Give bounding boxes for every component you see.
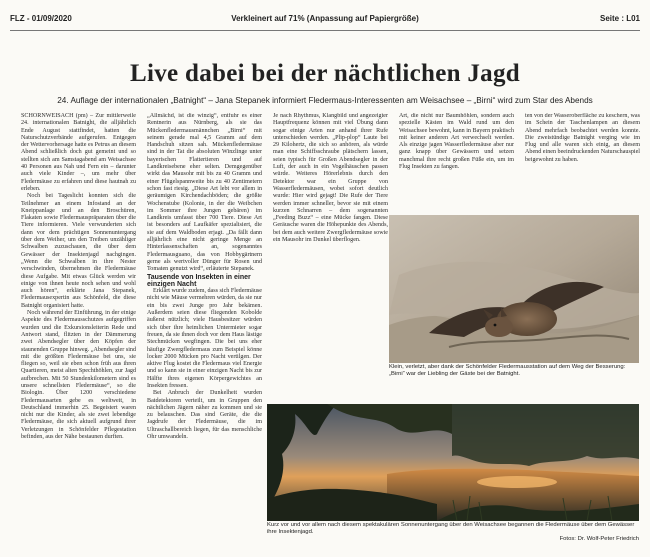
sunset-over-lake-image bbox=[267, 404, 639, 521]
article-column-4 bbox=[399, 113, 514, 208]
bat-on-glove-image bbox=[389, 215, 639, 363]
sunset-photo-caption bbox=[267, 522, 639, 543]
sunset-photo bbox=[267, 404, 639, 521]
article-column-2 bbox=[147, 113, 262, 553]
article-column-1 bbox=[21, 113, 136, 553]
article-column-5 bbox=[525, 113, 640, 208]
article-subheading: Tausende von Insekten in einer einzigen Nacht bbox=[147, 273, 251, 288]
paragraph: Noch während der Einführung, in der einige Aspekte des Fledermausschutzes aufgegriffen wurden und die Exkursionsleiterin Rede und Antwort stand, flitzten in der Dämmerung zwei Abendsegler über den Köpfen der staunenden Gruppe hinweg. „Abendsegler sind mit die größten Fledermäuse bei uns, sie fliegen so, weil sie eben schon früh aus ihren Quartieren, meist alten Spechthöhlen, zur Jagd aufbrechen. Mit 50 Stundenkilometern sind es unsere schnellsten Fledermäuse“, so die Biologin. Über 1200 verschiedene Fledermausarten gebe es weltweit, in Deutschland immerhin 25. Begeistert waren nicht nur die Kinder, als sie zwei lebendige Fledermäuse, die sich aktuell aufgrund ihrer Verletzungen in Schönfelder Pflegestation befinden, aus der Nähe bestaunen durften. bbox=[21, 310, 136, 441]
paragraph: „Allmächd, ist die winzig“, entfuhr es einer Rentnerin aus Nürnberg, als sie das Mückenfledermausmännchen „Birni“ mit seinem gerade mal 4,5 Gramm auf dem Handschuh sitzen sah. Mückenfledermäuse sind in der Tat die absoluten Winzlinge unter bayerischen Flattertieren und auf Landkreisebene eher selten. Demgegenüber wirkt das Mausohr mit bis zu 40 Gramm und einer Flügelspannweite bis zu 40 Zentimetern schon fast riesig. „Diese Art lebt vor allem in geräumigen Kirchendachböden; die größte Wochenstube (Kolonie, in der die Weibchen im Sommer ihre Jungen gebären) im Landkreis umfasst über 700 Tiere. Diese Art ist besonders auf Laufkäfer spezialisiert, die sie auf dem Waldboden erjagt. „Da fällt dann alljährlich eine nicht geringe Menge an Hinterlassenschaften an, sogenanntes Fledermausguano, das von Hobbygärtnern gerne als wertvoller Dünger für Rosen und Tomaten genutzt wird“, erläuterte Stepanek. bbox=[147, 113, 262, 273]
paragraph: Bei Anbruch der Dunkelheit wurden Batdetektoren verteilt, um in Gruppen den nächtlichen Jägern näher zu kommen und sie zu belauschen. Das sind Geräte, die die Jagdrufe der Fledermäuse, die im Ultraschallbereich liegen, für das menschliche Ohr umwandeln. bbox=[147, 390, 262, 441]
page-number: Seite : L01 bbox=[599, 14, 640, 23]
article-subtitle: 24. Auflage der internationalen „Batnight“ – Jana Stepanek informiert Fledermaus-Interessenten am Weisachsee – „Birni“ wird zum Star des Abends bbox=[57, 96, 593, 105]
bat-photo-caption: Klein, verletzt, aber dank der Schönfelder Fledermausstation auf dem Weg der Besserung: „Birni“ war der Liebling der Gäste bei der Batnight. bbox=[389, 364, 626, 377]
header-rule bbox=[10, 30, 640, 31]
paragraph: Erklärt wurde zudem, dass sich Fledermäuse nicht wie Mäuse vermehren würden, da sie nur ein bis zwei Junge pro Jahr bekämen. Außerdem seien diese fliegenden Kobolde äußerst nützlich; viele Hausbesitzer würden sich über ihre heimlichen Untermieter sogar freuen, da sie ihnen doch vor dem Haus lästige Stechmücken wegfingen. Die bei uns eher häufige Zwergfledermaus zum Beispiel könne locker 2000 Mücken pro Nacht vertilgen. Der aktive Flug kostet die Fledermaus viel Energie und so kann sie in einer einzigen Nacht bis zur Hälfte ihres eigenen Körpergewichtes an Insekten fressen. bbox=[147, 288, 262, 389]
article-column-3 bbox=[273, 113, 388, 350]
paragraph: Noch bei Tageslicht konnten sich die Teilnehmer an einem Infostand an der Kneippanlage und an den Broschüren, Flakaten sowie Fledermauspräparaten über die Tiere informieren. Viele verwunderten sich dann vor dem prächtigen Sonnenuntergang über dem Weiher, um den Treiben unzähliger Schwalben zuzuschauen, die über dem Gewässer der Insektenjagd nachgingen. „Wenn die Schwalben in ihre Nester verschwinden, übernehmen die Fledermäuse diese Aufgabe. Mit etwas Glück werden wir einige von ihnen heute noch sehen und wohl auch hören“, erklärte Jana Stepanek, Fledermausexpertin aus Schönfeld, die diese Batnight organisiert hatte. bbox=[21, 193, 136, 309]
issue-date: FLZ - 01/09/2020 bbox=[10, 14, 72, 23]
paragraph: Je nach Rhythmus, Klangbild und angezeigter Hauptfrequenz können mit viel Übung dann sogar einige Arten nur anhand ihrer Rufe unterschieden werden. „Plip-plop“ Laute bei 29 Kilohertz, die sich so anhören, als würde man eine Schiffsschraube plätschern lassen, seien typisch für Großen Abendsegler in der Luft, der auch in ein Vogelhäuschen passen würde. Weiteres Hörerlebnis durch den Detektor war ein Gruppe von Wasserfledermäusen, wobei sofort deutlich wurde: Hier wird gejagt! Die Rufe der Tiere werden immer schneller, bevor sie mit einem kurzen Schnarren – dem sogenannten „Feeding Buzz“ – eine Mücke fangen. Diese Geräusche waren die Höhepunkte des Abends, bei dem auch weitere Zwergfledermäuse sowie ein Mausohr im Dunkel überflogen. bbox=[273, 113, 388, 244]
paragraph: ten von der Wasseroberfläche zu keschern, was im Schein der Taschenlampen an diesem Abend mehrfach beobachtet werden konnte. Die zweistündige Batnight verging wie im Flug und alle waren sich einig, an diesem Abend einen beeindruckenden Naturschauspiel beigewohnt zu haben. bbox=[525, 113, 640, 163]
caption-text: Kurz vor und vor allem nach diesem spektakulären Sonnenuntergang über den Weisachsee begannen die Fledermäuse über dem Gewässer ihre Insektenjagd. bbox=[267, 522, 635, 535]
bat-photo bbox=[389, 215, 639, 363]
scale-note: Verkleinert auf 71% (Anpassung auf Papiergröße) bbox=[231, 14, 419, 23]
article-title: Live dabei bei der nächtlichen Jagd bbox=[130, 60, 520, 87]
photo-credit: Fotos: Dr. Wolf-Peter Friedrich bbox=[559, 536, 639, 542]
page-header bbox=[10, 14, 640, 30]
paragraph: SCHORNWEISACH (pm) – Zur mittlerweile 24. internationalen Batnight, die alljährlich Ende August stattfindet, hatten die Naturschutzverbände aufgerufen. Entgegen der Wettervorhersage hatte es Petrus an diesem Abend schließlich doch gut gemeint und so stellten sich am Samstagabend am Weisachsee 40 Personen aus Nah und Fern ein – darunter auch viele Kinder –, um mehr über Fledermäuse zu erfahren und diese hautnah zu erleben. bbox=[21, 113, 136, 192]
paragraph: Art, die nicht nur Baumhöhlen, sondern auch spezielle Kästen im Wald rund um den Weisachsee bewohnt, kann in Bayern praktisch mit keiner anderen Art verwechselt werden. Als einzige jagen Wasserfledermäuse aber nur ganz knapp über Gewässern und setzen manchmal ihre recht großen Füße ein, um im Flug Insekten zu fangen. bbox=[399, 113, 514, 171]
